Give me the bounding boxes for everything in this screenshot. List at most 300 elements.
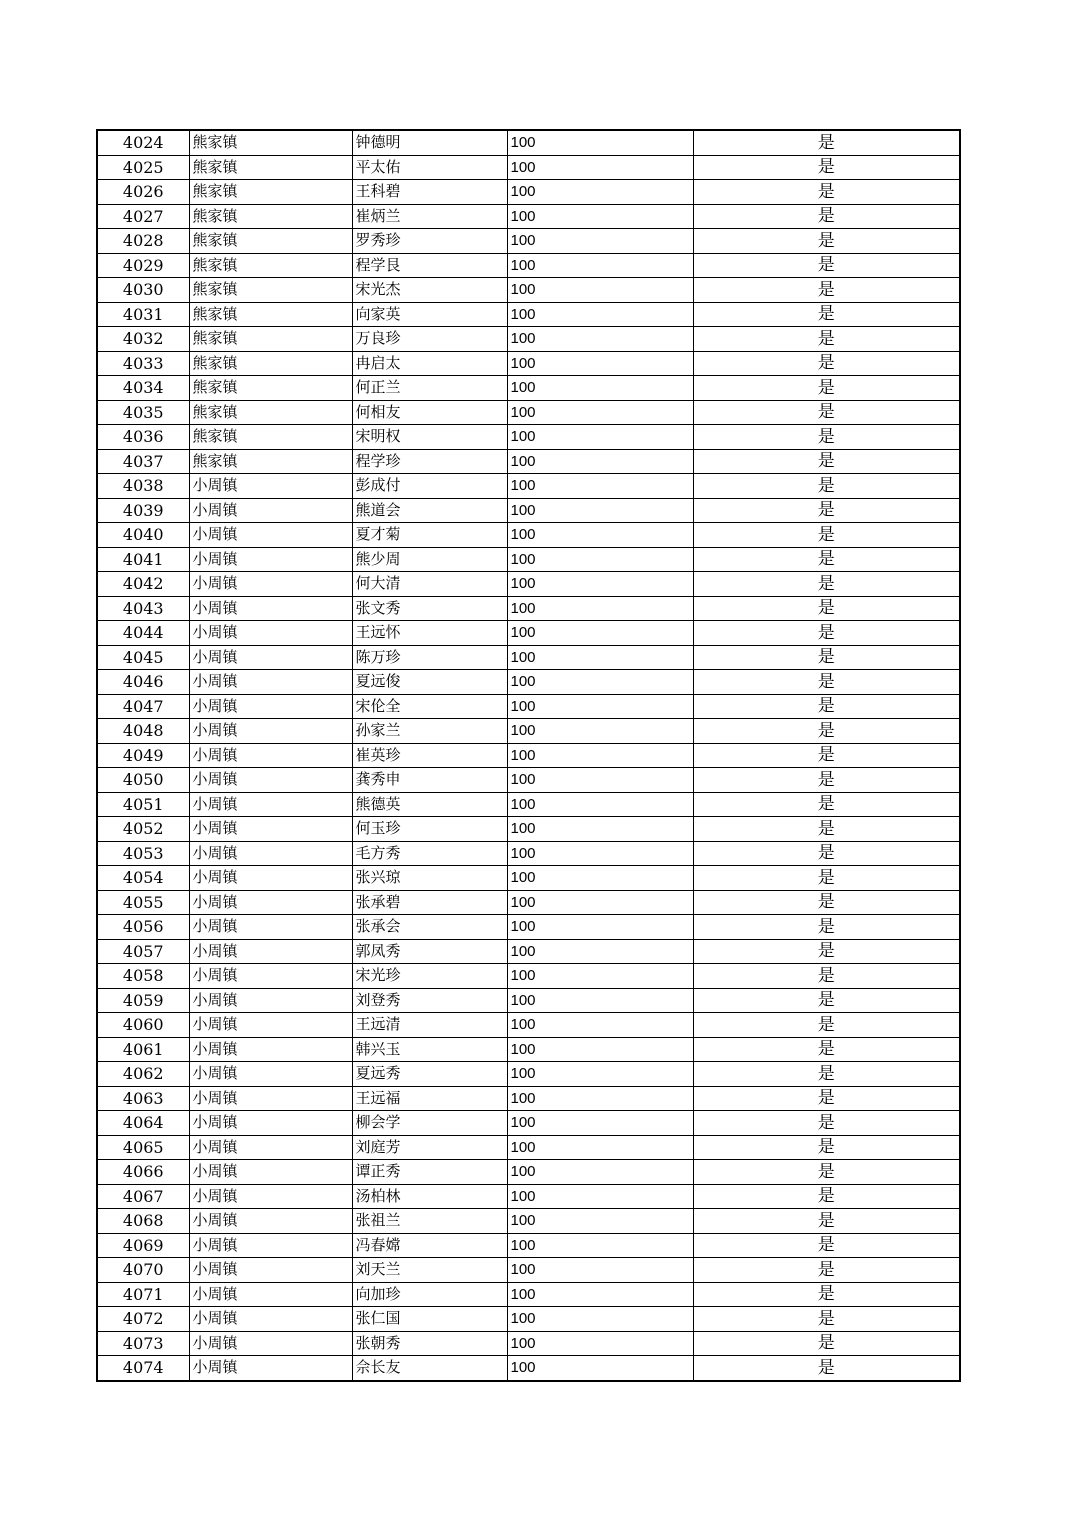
town-cell: 小周镇 [189,572,352,597]
status-cell: 是 [693,1160,960,1185]
table-row [97,1086,960,1111]
town-cell: 小周镇 [189,1184,352,1209]
person-name-cell: 宋明权 [352,425,507,450]
status-cell: 是 [693,866,960,891]
amount-cell: 100 [507,988,693,1013]
town-cell: 小周镇 [189,1233,352,1258]
row-number-cell: 4037 [97,449,189,474]
amount-cell: 100 [507,1209,693,1234]
town-cell: 小周镇 [189,841,352,866]
person-name-cell: 韩兴玉 [352,1037,507,1062]
town-cell: 小周镇 [189,1331,352,1356]
town-cell: 熊家镇 [189,376,352,401]
row-number-cell: 4060 [97,1013,189,1038]
status-cell: 是 [693,302,960,327]
status-cell: 是 [693,498,960,523]
table-row [97,1013,960,1038]
person-name-cell: 张兴琼 [352,866,507,891]
amount-cell: 100 [507,670,693,695]
table-row [97,1135,960,1160]
row-number-cell: 4039 [97,498,189,523]
table-row [97,939,960,964]
row-number-cell: 4035 [97,400,189,425]
table-row [97,1209,960,1234]
person-name-cell: 何大清 [352,572,507,597]
amount-cell: 100 [507,694,693,719]
table-row [97,204,960,229]
person-name-cell: 张文秀 [352,596,507,621]
status-cell: 是 [693,1013,960,1038]
town-cell: 小周镇 [189,498,352,523]
row-number-cell: 4029 [97,253,189,278]
status-cell: 是 [693,449,960,474]
row-number-cell: 4061 [97,1037,189,1062]
amount-cell: 100 [507,1160,693,1185]
status-cell: 是 [693,327,960,352]
table-row [97,1160,960,1185]
row-number-cell: 4071 [97,1282,189,1307]
table-row [97,670,960,695]
amount-cell: 100 [507,792,693,817]
row-number-cell: 4066 [97,1160,189,1185]
amount-cell: 100 [507,474,693,499]
town-cell: 小周镇 [189,719,352,744]
status-cell: 是 [693,1062,960,1087]
amount-cell: 100 [507,890,693,915]
town-cell: 小周镇 [189,1282,352,1307]
table-row [97,866,960,891]
person-name-cell: 熊少周 [352,547,507,572]
amount-cell: 100 [507,547,693,572]
town-cell: 熊家镇 [189,130,352,155]
person-name-cell: 孙家兰 [352,719,507,744]
status-cell: 是 [693,768,960,793]
person-name-cell: 谭正秀 [352,1160,507,1185]
person-name-cell: 佘长友 [352,1356,507,1381]
town-cell: 熊家镇 [189,180,352,205]
town-cell: 小周镇 [189,523,352,548]
row-number-cell: 4073 [97,1331,189,1356]
town-cell: 小周镇 [189,547,352,572]
town-cell: 小周镇 [189,694,352,719]
amount-cell: 100 [507,498,693,523]
amount-cell: 100 [507,1062,693,1087]
table-row [97,351,960,376]
status-cell: 是 [693,1331,960,1356]
row-number-cell: 4051 [97,792,189,817]
row-number-cell: 4056 [97,915,189,940]
row-number-cell: 4048 [97,719,189,744]
row-number-cell: 4041 [97,547,189,572]
table-row [97,1307,960,1332]
amount-cell: 100 [507,351,693,376]
row-number-cell: 4028 [97,229,189,254]
table-row [97,229,960,254]
town-cell: 小周镇 [189,768,352,793]
row-number-cell: 4040 [97,523,189,548]
amount-cell: 100 [507,523,693,548]
town-cell: 熊家镇 [189,204,352,229]
status-cell: 是 [693,278,960,303]
town-cell: 小周镇 [189,621,352,646]
person-name-cell: 刘天兰 [352,1258,507,1283]
town-cell: 熊家镇 [189,449,352,474]
status-cell: 是 [693,743,960,768]
table-row [97,1233,960,1258]
row-number-cell: 4050 [97,768,189,793]
person-name-cell: 崔英珍 [352,743,507,768]
person-name-cell: 何正兰 [352,376,507,401]
table-row [97,694,960,719]
table-row [97,841,960,866]
row-number-cell: 4043 [97,596,189,621]
amount-cell: 100 [507,1184,693,1209]
status-cell: 是 [693,229,960,254]
row-number-cell: 4064 [97,1111,189,1136]
row-number-cell: 4053 [97,841,189,866]
status-cell: 是 [693,1086,960,1111]
person-name-cell: 宋伦全 [352,694,507,719]
row-number-cell: 4038 [97,474,189,499]
amount-cell: 100 [507,449,693,474]
town-cell: 小周镇 [189,964,352,989]
amount-cell: 100 [507,1086,693,1111]
person-name-cell: 崔炳兰 [352,204,507,229]
town-cell: 熊家镇 [189,253,352,278]
table-body [97,130,960,1381]
row-number-cell: 4024 [97,130,189,155]
status-cell: 是 [693,400,960,425]
person-name-cell: 何玉珍 [352,817,507,842]
amount-cell: 100 [507,1331,693,1356]
table-row [97,498,960,523]
row-number-cell: 4030 [97,278,189,303]
row-number-cell: 4055 [97,890,189,915]
status-cell: 是 [693,1282,960,1307]
amount-cell: 100 [507,1135,693,1160]
status-cell: 是 [693,792,960,817]
row-number-cell: 4067 [97,1184,189,1209]
data-table [96,129,961,1382]
table-row [97,180,960,205]
town-cell: 小周镇 [189,1209,352,1234]
person-name-cell: 王远清 [352,1013,507,1038]
status-cell: 是 [693,130,960,155]
person-name-cell: 王远怀 [352,621,507,646]
status-cell: 是 [693,939,960,964]
status-cell: 是 [693,572,960,597]
table-row [97,792,960,817]
table-row [97,988,960,1013]
status-cell: 是 [693,694,960,719]
table-row [97,817,960,842]
status-cell: 是 [693,596,960,621]
table-row [97,596,960,621]
town-cell: 小周镇 [189,1111,352,1136]
status-cell: 是 [693,1233,960,1258]
person-name-cell: 张祖兰 [352,1209,507,1234]
status-cell: 是 [693,425,960,450]
town-cell: 小周镇 [189,1258,352,1283]
status-cell: 是 [693,621,960,646]
person-name-cell: 夏远秀 [352,1062,507,1087]
town-cell: 小周镇 [189,1062,352,1087]
row-number-cell: 4045 [97,645,189,670]
town-cell: 小周镇 [189,866,352,891]
amount-cell: 100 [507,1356,693,1381]
amount-cell: 100 [507,327,693,352]
table-row [97,1184,960,1209]
town-cell: 熊家镇 [189,400,352,425]
row-number-cell: 4068 [97,1209,189,1234]
status-cell: 是 [693,376,960,401]
status-cell: 是 [693,817,960,842]
row-number-cell: 4072 [97,1307,189,1332]
person-name-cell: 程学艮 [352,253,507,278]
amount-cell: 100 [507,180,693,205]
town-cell: 熊家镇 [189,229,352,254]
row-number-cell: 4027 [97,204,189,229]
row-number-cell: 4054 [97,866,189,891]
table-row [97,743,960,768]
table-row [97,278,960,303]
town-cell: 小周镇 [189,743,352,768]
person-name-cell: 程学珍 [352,449,507,474]
row-number-cell: 4025 [97,155,189,180]
amount-cell: 100 [507,1282,693,1307]
row-number-cell: 4033 [97,351,189,376]
person-name-cell: 刘登秀 [352,988,507,1013]
status-cell: 是 [693,547,960,572]
status-cell: 是 [693,253,960,278]
person-name-cell: 宋光珍 [352,964,507,989]
row-number-cell: 4046 [97,670,189,695]
row-number-cell: 4031 [97,302,189,327]
amount-cell: 100 [507,743,693,768]
row-number-cell: 4074 [97,1356,189,1381]
person-name-cell: 夏远俊 [352,670,507,695]
town-cell: 熊家镇 [189,302,352,327]
person-name-cell: 钟德明 [352,130,507,155]
town-cell: 小周镇 [189,1135,352,1160]
amount-cell: 100 [507,572,693,597]
town-cell: 小周镇 [189,474,352,499]
status-cell: 是 [693,988,960,1013]
town-cell: 小周镇 [189,645,352,670]
amount-cell: 100 [507,939,693,964]
table-row [97,523,960,548]
person-name-cell: 夏才菊 [352,523,507,548]
person-name-cell: 柳会学 [352,1111,507,1136]
person-name-cell: 张承碧 [352,890,507,915]
amount-cell: 100 [507,964,693,989]
town-cell: 小周镇 [189,915,352,940]
table-row [97,964,960,989]
status-cell: 是 [693,180,960,205]
table-row [97,1282,960,1307]
table-row [97,130,960,155]
person-name-cell: 毛方秀 [352,841,507,866]
town-cell: 熊家镇 [189,155,352,180]
town-cell: 小周镇 [189,1037,352,1062]
amount-cell: 100 [507,596,693,621]
town-cell: 熊家镇 [189,278,352,303]
amount-cell: 100 [507,841,693,866]
table-row [97,449,960,474]
person-name-cell: 刘庭芳 [352,1135,507,1160]
amount-cell: 100 [507,1233,693,1258]
table-row [97,645,960,670]
status-cell: 是 [693,204,960,229]
town-cell: 小周镇 [189,1307,352,1332]
row-number-cell: 4070 [97,1258,189,1283]
status-cell: 是 [693,155,960,180]
table-row [97,327,960,352]
status-cell: 是 [693,1111,960,1136]
table-row [97,1331,960,1356]
town-cell: 小周镇 [189,988,352,1013]
person-name-cell: 张仁国 [352,1307,507,1332]
person-name-cell: 彭成付 [352,474,507,499]
amount-cell: 100 [507,915,693,940]
table-row [97,474,960,499]
table-row [97,768,960,793]
town-cell: 小周镇 [189,792,352,817]
row-number-cell: 4057 [97,939,189,964]
table-row [97,253,960,278]
amount-cell: 100 [507,1258,693,1283]
table-row [97,1356,960,1381]
town-cell: 熊家镇 [189,351,352,376]
amount-cell: 100 [507,253,693,278]
row-number-cell: 4042 [97,572,189,597]
row-number-cell: 4063 [97,1086,189,1111]
status-cell: 是 [693,1135,960,1160]
table-row [97,376,960,401]
person-name-cell: 冉启太 [352,351,507,376]
table-row [97,1037,960,1062]
person-name-cell: 宋光杰 [352,278,507,303]
row-number-cell: 4062 [97,1062,189,1087]
row-number-cell: 4044 [97,621,189,646]
row-number-cell: 4059 [97,988,189,1013]
amount-cell: 100 [507,376,693,401]
status-cell: 是 [693,1209,960,1234]
table-row [97,915,960,940]
status-cell: 是 [693,670,960,695]
person-name-cell: 罗秀珍 [352,229,507,254]
amount-cell: 100 [507,278,693,303]
person-name-cell: 张朝秀 [352,1331,507,1356]
table-row [97,621,960,646]
town-cell: 熊家镇 [189,327,352,352]
row-number-cell: 4052 [97,817,189,842]
person-name-cell: 向加珍 [352,1282,507,1307]
row-number-cell: 4058 [97,964,189,989]
amount-cell: 100 [507,866,693,891]
table-row [97,890,960,915]
amount-cell: 100 [507,400,693,425]
table-row [97,1062,960,1087]
table-row [97,155,960,180]
amount-cell: 100 [507,768,693,793]
amount-cell: 100 [507,155,693,180]
amount-cell: 100 [507,1037,693,1062]
table-row [97,719,960,744]
town-cell: 小周镇 [189,890,352,915]
town-cell: 小周镇 [189,939,352,964]
person-name-cell: 熊道会 [352,498,507,523]
amount-cell: 100 [507,302,693,327]
status-cell: 是 [693,890,960,915]
person-name-cell: 平太佑 [352,155,507,180]
status-cell: 是 [693,719,960,744]
person-name-cell: 熊德英 [352,792,507,817]
status-cell: 是 [693,645,960,670]
row-number-cell: 4049 [97,743,189,768]
status-cell: 是 [693,1184,960,1209]
status-cell: 是 [693,1037,960,1062]
table-row [97,425,960,450]
status-cell: 是 [693,841,960,866]
town-cell: 小周镇 [189,1356,352,1381]
row-number-cell: 4069 [97,1233,189,1258]
status-cell: 是 [693,1258,960,1283]
status-cell: 是 [693,1356,960,1381]
table-row [97,547,960,572]
amount-cell: 100 [507,1111,693,1136]
amount-cell: 100 [507,204,693,229]
amount-cell: 100 [507,1013,693,1038]
person-name-cell: 张承会 [352,915,507,940]
person-name-cell: 向家英 [352,302,507,327]
town-cell: 小周镇 [189,596,352,621]
row-number-cell: 4034 [97,376,189,401]
amount-cell: 100 [507,645,693,670]
amount-cell: 100 [507,229,693,254]
person-name-cell: 陈万珍 [352,645,507,670]
person-name-cell: 何相友 [352,400,507,425]
amount-cell: 100 [507,130,693,155]
row-number-cell: 4065 [97,1135,189,1160]
table-row [97,400,960,425]
status-cell: 是 [693,351,960,376]
status-cell: 是 [693,964,960,989]
person-name-cell: 王远福 [352,1086,507,1111]
table-row [97,1111,960,1136]
person-name-cell: 汤柏林 [352,1184,507,1209]
town-cell: 小周镇 [189,670,352,695]
person-name-cell: 冯春嫦 [352,1233,507,1258]
row-number-cell: 4026 [97,180,189,205]
status-cell: 是 [693,915,960,940]
table-row [97,572,960,597]
table-row [97,1258,960,1283]
row-number-cell: 4032 [97,327,189,352]
person-name-cell: 郭凤秀 [352,939,507,964]
person-name-cell: 王科碧 [352,180,507,205]
status-cell: 是 [693,523,960,548]
row-number-cell: 4047 [97,694,189,719]
town-cell: 小周镇 [189,1160,352,1185]
amount-cell: 100 [507,1307,693,1332]
amount-cell: 100 [507,719,693,744]
person-name-cell: 龚秀申 [352,768,507,793]
person-name-cell: 万良珍 [352,327,507,352]
town-cell: 熊家镇 [189,425,352,450]
town-cell: 小周镇 [189,1013,352,1038]
town-cell: 小周镇 [189,1086,352,1111]
